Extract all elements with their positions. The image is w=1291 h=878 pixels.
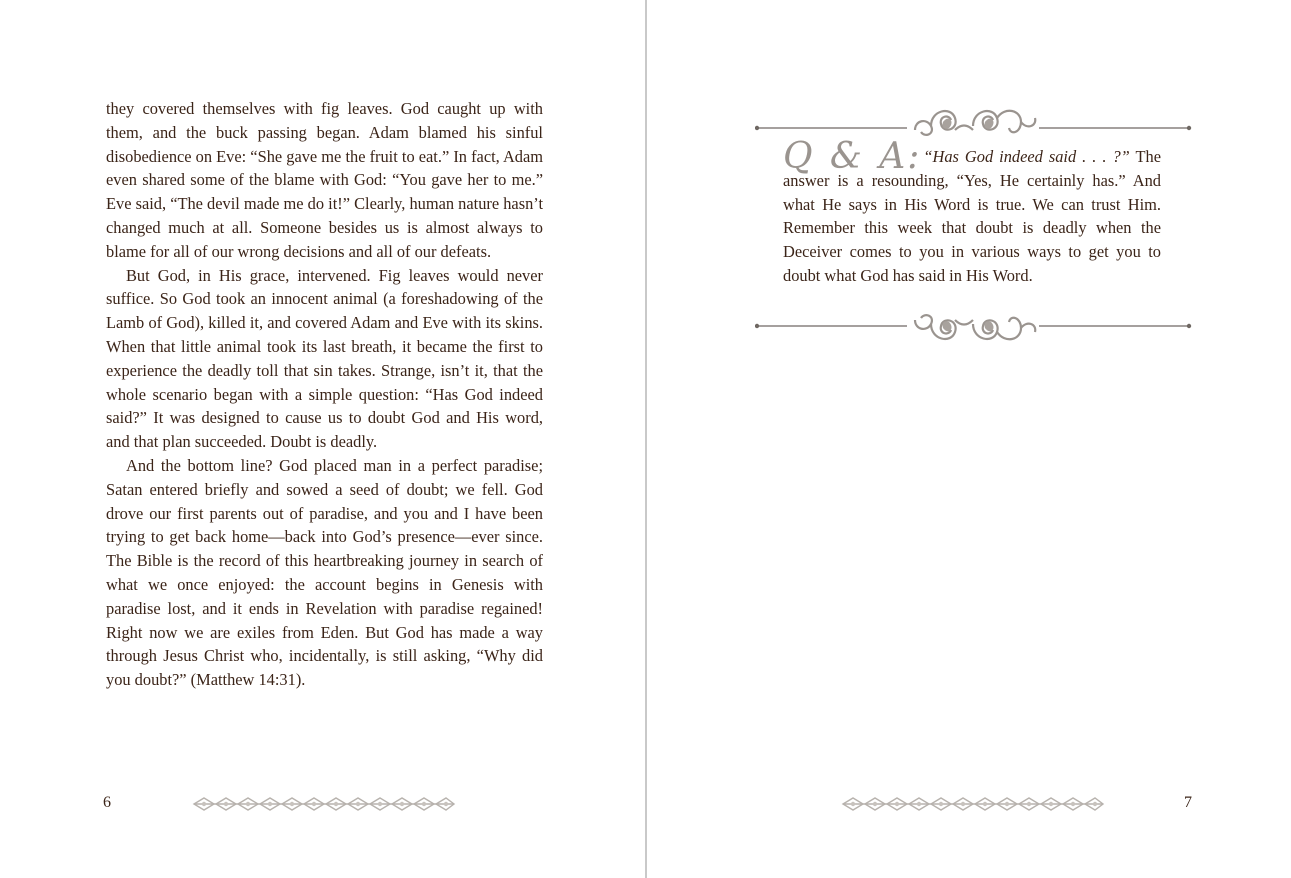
page-number: 7: [1184, 794, 1192, 811]
chain-border-icon: [192, 795, 456, 813]
right-page: [647, 0, 1291, 878]
paragraph: And the bottom line? God placed man in a perfect paradise; Satan entered briefly and sowed a seed of doubt; we fell. God drove our first parents out of paradise, and you and I have been trying to get back home—back into God’s presence—ever since. The Bible is the record of this heartbreaking journey in search of what we once enjoyed: the account begins in Genesis with paradise lost, and it ends in Revelation with paradise regained! Right now we are exiles from Eden. But God has made a way through Jesus Christ who, incidentally, is still asking, “Why did you doubt?” (Matthew 14:31).: [106, 455, 543, 690]
flourish-ornament-icon: [755, 100, 1192, 140]
chain-border-icon: [841, 795, 1105, 813]
paragraph: they covered themselves with fig leaves. God caught up with them, and the buck passing began. Adam blamed his sinful disobedience on Eve: “She gave me the fruit to eat.” In fact, Adam even shared some of the blame with God: “You gave her to me.” Eve said, “The devil made me do it!” Clearly, human nature hasn’t changed much at all. Someone besides us is almost always to blame for all of our wrong decisions and all of our defeats.: [106, 99, 543, 261]
flourish-ornament-icon: [755, 310, 1192, 350]
qa-label: Q & A:: [783, 136, 922, 177]
qa-text: [783, 136, 1161, 288]
qa-answer: The answer is a resounding, “Yes, He certainly has.” And what He says in His Word is true. We can trust Him. Remember this week that doubt is deadly when the Deceiver comes to you in various ways to get you to doubt what God has said in His Word.: [783, 147, 1161, 285]
qa-question: “Has God indeed said . . . ?”: [923, 147, 1130, 166]
page-number: 6: [103, 794, 111, 811]
body-text: [106, 97, 543, 692]
qa-box: [755, 100, 1192, 360]
paragraph: But God, in His grace, intervened. Fig leaves would never suffice. So God took an innocent animal (a foreshadowing of the Lamb of God), killed it, and covered Adam and Eve with its skins. When that little animal took its last breath, it became the first to experience the deadly toll that sin takes. Strange, isn’t it, that the whole scenario began with a simple question: “Has God indeed said?” It was designed to cause us to doubt God and His word, and that plan succeeded. Doubt is deadly.: [106, 265, 543, 452]
left-page: [0, 0, 645, 878]
